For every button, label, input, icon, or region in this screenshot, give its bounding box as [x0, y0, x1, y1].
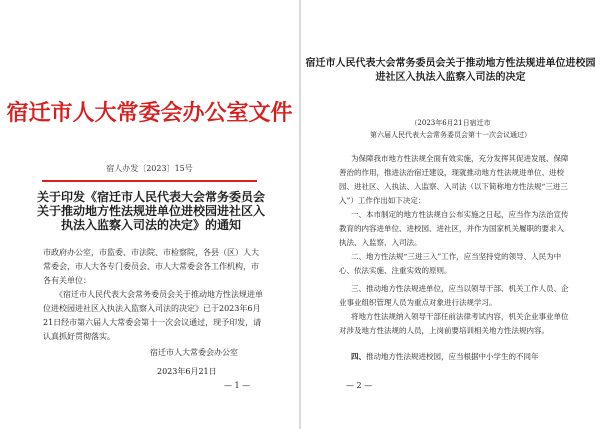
paragraph-text: 三、推动地方性法规进单位，应当以领导干部、机关工作人员、企业事业组织管理人员为重点对象进行法规学习。 — [339, 284, 569, 307]
notice-title: 关于印发《宿迁市人民代表大会常务委员会关于推动地方性法规进单位进校园进社区入执法入监察入司法的决定》的通知 — [36, 190, 265, 232]
signature-date: 2023年6月21日 — [157, 367, 217, 376]
decision-paragraph — [339, 152, 571, 208]
decision-date-line-2: 第六届人民代表大会常务委员会第十一次会议通过） — [370, 131, 531, 139]
decision-date-line-1: （2023年6月21日宿迁市 — [410, 119, 491, 127]
red-header-title: 宿迁市人大常委会办公室文件 — [6, 100, 293, 126]
decision-paragraph — [339, 282, 571, 310]
document-number: 宿人办发〔2023〕15号 — [106, 164, 193, 173]
paragraph-text: 将地方性法规纳入领导干部任前法律考试内容，机关企业事业单位对涉及地方性法规的人员，上岗前要培训相关地方性法规内容。 — [339, 312, 569, 335]
page-number-right: — 2 — — [346, 381, 373, 390]
red-divider-line — [42, 180, 257, 182]
decision-title: 宿迁市人民代表大会常务委员会关于推动地方性法规进单位进校园进社区入执法入监察入司法的决定 — [305, 58, 596, 83]
decision-paragraph — [339, 310, 571, 338]
decision-date — [301, 117, 600, 141]
notice-paragraph: 《宿迁市人民代表大会常务委员会关于推动地方性法规进单位进校园进社区入执法入监察入司法的决定》已于2023年6月21日经市第六届人大常委会第十一次会议通过，现予印发，请认真抓好贯彻落实。 — [43, 290, 263, 341]
paragraph-text: 一、本市制定的地方性法规自公布实施之日起，应当作为法治宣传教育的内容进单位、进校园、进社区，并作为国家机关履职的要求入执法、入监察、入司法。 — [339, 210, 569, 247]
decision-paragraph — [339, 350, 571, 364]
signature-organization: 宿迁市人大常委会办公室 — [150, 348, 238, 357]
decision-paragraph — [339, 250, 571, 278]
paragraph-text: 推动地方性法规进校园，应当根据中小学生的不同年 — [366, 352, 539, 361]
recipients-text: 市政府办公室，市监委、市法院、市检察院，各县（区）人大常委会，市人大各专门委员会、市人大常委会各工作机构，市各有关单位： — [43, 248, 259, 285]
decision-paragraph — [339, 208, 571, 250]
paragraph-text: 二、地方性法规“三进三入”工作，应当坚持党的领导、人民为中心、依法实施、注重实效的原则。 — [339, 252, 562, 275]
paragraph-text: 为保障我市地方性法规全面有效实施，充分发挥其促进发展、保障善治的作用，推进法治宿迁建设，现就推动地方性法规进单位、进校园、进社区、入执法、入监察、入司法（以下简称地方性法规“三进三入”）工作作出如下决定： — [339, 154, 569, 205]
page-number-left: — 1 — — [224, 381, 251, 390]
paragraph-lead: 四、 — [351, 352, 366, 361]
